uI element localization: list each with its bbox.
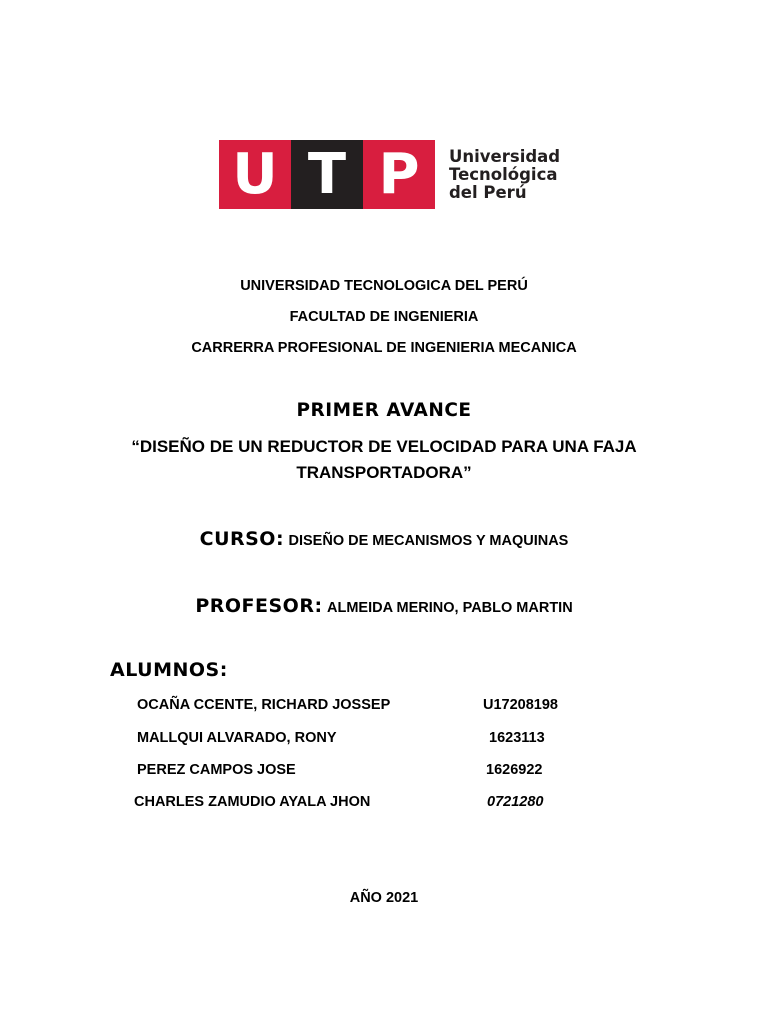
student-name: MALLQUI ALVARADO, RONY: [137, 730, 337, 746]
logo-wordmark: [449, 148, 560, 202]
logo-letter-box-p: [363, 140, 435, 209]
year: AÑO 2021: [349, 890, 419, 906]
logo-text-line-1: Universidad: [449, 147, 561, 166]
career-name: CARRERRA PROFESIONAL DE INGENIERIA MECANICA: [191, 340, 577, 356]
students-label: ALUMNOS:: [110, 659, 228, 681]
faculty-name: FACULTAD DE INGENIERIA: [289, 309, 479, 325]
logo-letter-box-u: [219, 140, 291, 209]
document-title: PRIMER AVANCE: [296, 400, 472, 421]
document-subtitle-line-1: “DISEÑO DE UN REDUCTOR DE VELOCIDAD PARA UNA FAJA: [131, 437, 637, 456]
professor-value: ALMEIDA MERINO, PABLO MARTIN: [327, 600, 573, 616]
logo-text-line-3: del Perú: [449, 183, 527, 202]
professor-line: [0, 595, 768, 617]
student-code: 1626922: [486, 762, 543, 778]
logo-letter-u: U: [232, 142, 278, 207]
university-name: UNIVERSIDAD TECNOLOGICA DEL PERÚ: [240, 278, 528, 294]
course-line: [0, 528, 768, 550]
student-name: CHARLES ZAMUDIO AYALA JHON: [134, 794, 371, 810]
logo-letter-box-t: [291, 140, 363, 209]
professor-label: PROFESOR:: [195, 595, 323, 617]
utp-logo: [219, 140, 559, 210]
logo-text-line-2: Tecnológica: [449, 165, 558, 184]
student-code: 1623113: [489, 730, 545, 746]
student-code: 0721280: [487, 794, 544, 810]
course-label: CURSO:: [199, 528, 285, 550]
student-name: PEREZ CAMPOS JOSE: [137, 762, 296, 778]
student-code: U17208198: [483, 697, 558, 713]
course-value: DISEÑO DE MECANISMOS Y MAQUINAS: [288, 533, 569, 549]
logo-letter-t: T: [307, 142, 347, 207]
student-name: OCAÑA CCENTE, RICHARD JOSSEP: [137, 697, 391, 713]
logo-letter-p: P: [378, 142, 420, 207]
document-subtitle-line-2: TRANSPORTADORA”: [296, 463, 472, 482]
